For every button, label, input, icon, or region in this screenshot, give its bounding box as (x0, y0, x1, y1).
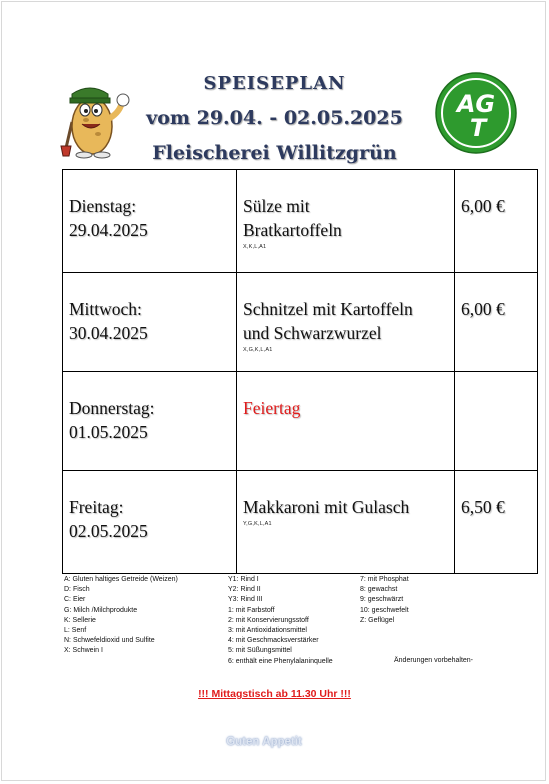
day-name: Mittwoch: (69, 299, 142, 319)
legend-item: 8: gewachst (360, 586, 398, 594)
dish-cell (237, 170, 455, 273)
changes-note: Änderungen vorbehalten- (394, 657, 474, 664)
day-name: Freitag: (69, 497, 124, 517)
dish-name: Sülze mit (243, 196, 310, 216)
menu-table (62, 169, 538, 574)
menu-row-dienstag (63, 170, 538, 273)
legend-item: 1: mit Farbstoff (228, 606, 275, 614)
price-cell (455, 372, 538, 471)
logo-text-bottom: T (469, 114, 487, 142)
legend-item: 7: mit Phosphat (360, 576, 409, 583)
logo-text-top: AG (456, 90, 496, 118)
day-name: Donnerstag: (69, 398, 155, 418)
legend-item: 9: geschwärzt (360, 596, 404, 604)
legend-item: 3: mit Antioxidationsmittel (228, 627, 307, 635)
legend-item: L: Senf (64, 627, 87, 635)
legend-item: 10: geschwefelt (360, 606, 409, 614)
legend-item: Y1: Rind I (228, 576, 259, 583)
price-cell (455, 471, 538, 574)
price: 6,00 € (461, 299, 505, 319)
allergen-legend-col2 (228, 575, 333, 667)
allergen-codes: Y,G,K,L,A1 (243, 521, 272, 527)
day-cell (63, 471, 237, 574)
day-name: Dienstag: (69, 196, 137, 216)
dish-name-cont: Bratkartoffeln (243, 220, 342, 240)
menu-row-freitag (63, 471, 538, 574)
legend-item: C: Eier (64, 596, 86, 604)
legend-item: G: Milch /Milchprodukte (64, 606, 138, 614)
legend-item: K: Sellerie (64, 616, 96, 624)
legend-item: Y3: Rind III (228, 596, 263, 604)
day-date: 29.04.2025 (69, 220, 148, 240)
legend-item: 6: enthält eine Phenylalaninquelle (228, 657, 333, 665)
day-cell (63, 170, 237, 273)
dish-cell (237, 372, 455, 471)
business-name: Fleischerei Willitzgrün (152, 142, 397, 164)
dish-name: Makkaroni mit Gulasch (243, 497, 410, 517)
date-range: vom 29.04. - 02.05.2025 (146, 107, 403, 129)
page-title: SPEISEPLAN (203, 73, 346, 94)
day-date: 01.05.2025 (69, 422, 148, 442)
allergen-codes: X,K,L,A1 (243, 244, 267, 250)
lunch-time-note: !!! Mittagstisch ab 11.30 Uhr !!! (198, 688, 351, 700)
allergen-legend-col1 (64, 575, 178, 657)
legend-item: Y2: Rind II (228, 586, 261, 594)
allergen-codes: X,G,K,L,A1 (243, 347, 273, 353)
dish-name: Schnitzel mit Kartoffeln (243, 299, 413, 319)
price: 6,50 € (461, 497, 505, 517)
dish-cell (237, 471, 455, 574)
agt-logo (434, 70, 518, 156)
holiday-label: Feiertag (243, 398, 301, 418)
legend-item: Z: Geflügel (360, 616, 395, 624)
legend-item: D: Fisch (64, 586, 90, 594)
legend-item: X: Schwein I (64, 647, 103, 655)
price-cell (455, 273, 538, 372)
allergen-legend-col3 (360, 575, 409, 626)
legend-item: 5: mit Süßungsmittel (228, 647, 292, 655)
price-cell (455, 170, 538, 273)
day-cell (63, 273, 237, 372)
menu-row-donnerstag (63, 372, 538, 471)
legend-item: 4: mit Geschmacksverstärker (228, 637, 319, 645)
legend-item: N: Schwefeldioxid und Sulfite (64, 637, 155, 645)
day-cell (63, 372, 237, 471)
menu-row-mittwoch (63, 273, 538, 372)
legend-item: A: Gluten haltiges Getreide (Weizen) (64, 576, 178, 583)
price: 6,00 € (461, 196, 505, 216)
day-date: 30.04.2025 (69, 323, 148, 343)
day-date: 02.05.2025 (69, 521, 148, 541)
closing-greeting: Guten Appetit (226, 736, 302, 748)
dish-name-cont: und Schwarzwurzel (243, 323, 382, 343)
dish-cell (237, 273, 455, 372)
legend-item: 2: mit Konservierungsstoff (228, 616, 309, 624)
